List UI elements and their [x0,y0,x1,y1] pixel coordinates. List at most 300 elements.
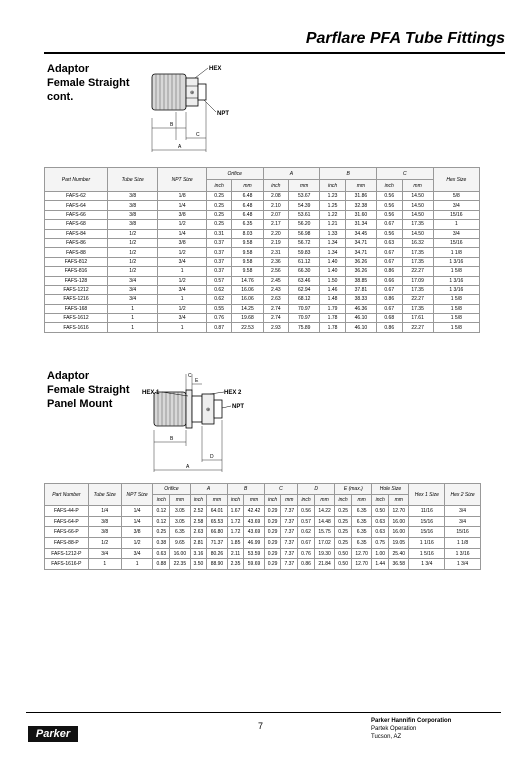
female-straight-table-body [45,192,480,333]
table-cell: 0.25 [153,527,170,538]
table-cell: 2.20 [263,229,289,238]
unit-inch: inch [335,495,352,506]
table-cell: 88.90 [207,559,227,570]
table-cell: 0.31 [206,229,232,238]
table-cell: 9.65 [170,538,190,549]
table-cell: 6.48 [232,192,263,201]
dim-b-label: B [170,436,174,442]
table-cell: 1/2 [107,229,158,238]
panel-mount-diagram [140,366,270,476]
table-row [45,506,481,517]
table-cell: FAFS-1616-P [45,559,89,570]
table-cell: 1 3/16 [433,276,479,285]
npt-label: NPT [232,404,244,410]
table-cell: 0.57 [206,276,232,285]
table-cell: 0.86 [376,323,402,332]
col-hex-size: Hex Size [433,168,479,192]
table-cell: 1.85 [227,538,244,549]
table-cell: 1.33 [320,229,346,238]
table-cell: 0.29 [264,559,281,570]
table-row [45,276,480,285]
table-row [45,229,480,238]
table-cell: 1 [107,304,158,313]
table-cell: 14.50 [402,192,433,201]
footer-rule [26,712,501,713]
table-cell: 7.37 [281,506,298,517]
table-cell: 0.25 [335,538,352,549]
table-cell: 15.75 [314,527,334,538]
table-cell: 14.22 [314,506,334,517]
table-cell: 1 3/4 [445,559,481,570]
table-cell: 16.32 [402,238,433,247]
table-cell: 17.35 [402,257,433,266]
table-cell: 6.35 [232,220,263,229]
table-cell: 1.67 [227,506,244,517]
table-cell: 46.10 [345,314,376,323]
table-cell: 0.12 [153,506,170,517]
table-cell: 3/4 [445,516,481,527]
table-cell: 1 [107,314,158,323]
table-cell: 15/16 [445,527,481,538]
table-cell: 2.81 [190,538,207,549]
table-cell: 0.25 [335,516,352,527]
table-cell: 0.56 [376,201,402,210]
table-cell: 1 1/8 [433,248,479,257]
col-tube-size: Tube Size [107,168,158,192]
table-cell: FAFS-88 [45,248,108,257]
table-cell: 3/4 [107,295,158,304]
table-cell: 0.50 [335,559,352,570]
table-cell: 2.45 [263,276,289,285]
table-row [45,285,480,294]
table-cell: 32.38 [345,201,376,210]
table-cell: 36.26 [345,257,376,266]
table-cell: 0.67 [376,257,402,266]
table-cell: 0.67 [376,248,402,257]
table-cell: 34.45 [345,229,376,238]
company-name: Parker Hannifin Corporation [371,718,452,724]
table-cell: 8.03 [232,229,263,238]
table-cell: 1.78 [320,314,346,323]
table-cell: 1.72 [227,516,244,527]
npt-label: NPT [217,111,229,117]
col-b: B [227,484,264,495]
table-cell: 14.48 [314,516,334,527]
table-cell: 1 [88,559,121,570]
table-cell: FAFS-1216 [45,295,108,304]
table-cell: 43.69 [244,527,264,538]
table-row [45,257,480,266]
unit-inch: inch [298,495,315,506]
table-cell: 36.26 [345,267,376,276]
unit-inch: inch [376,180,402,192]
table-cell: 1 [158,267,206,276]
table-cell: 0.63 [153,548,170,559]
table-cell: 14.50 [402,229,433,238]
table-cell: 0.25 [206,192,232,201]
table-cell: 0.68 [376,314,402,323]
table-cell: 70.97 [289,314,320,323]
table-cell: 0.37 [206,248,232,257]
table-cell: 7.37 [281,527,298,538]
table-row [45,220,480,229]
unit-mm: mm [289,180,320,192]
table-cell: 1.72 [227,527,244,538]
table-cell: 1/8 [158,192,206,201]
unit-inch: inch [227,495,244,506]
col-d: D [298,484,335,495]
table-cell: 17.35 [402,285,433,294]
table-cell: 2.63 [263,295,289,304]
table-cell: 70.97 [289,304,320,313]
company-block [371,717,451,741]
table-cell: 0.67 [376,304,402,313]
table-cell: 3/4 [158,314,206,323]
table-row [45,192,480,201]
table-cell: 0.25 [206,210,232,219]
table-cell: 54.39 [289,201,320,210]
table-cell: 2.52 [190,506,207,517]
table-cell: 0.38 [153,538,170,549]
table-row [45,527,481,538]
table-cell: FAFS-128 [45,276,108,285]
table-cell: 46.36 [345,304,376,313]
table-cell: 1/2 [107,257,158,266]
table-cell: 1/2 [107,248,158,257]
table-cell: 80.26 [207,548,227,559]
female-straight-diagram [140,60,260,160]
female-straight-table [44,167,480,333]
table-cell: 1.22 [320,210,346,219]
table-cell: FAFS-62 [45,192,108,201]
table-cell: 0.25 [206,201,232,210]
table-cell: FAFS-812 [45,257,108,266]
table-cell: 1/2 [158,304,206,313]
table-cell: 56.20 [289,220,320,229]
table-cell: 0.29 [264,516,281,527]
table-cell: 1.79 [320,304,346,313]
table-cell: 0.29 [264,527,281,538]
table-cell: 12.70 [389,506,409,517]
table-cell: FAFS-64 [45,201,108,210]
table-cell: 0.67 [376,285,402,294]
table-cell: 0.12 [153,516,170,527]
col-orifice: Orifice [206,168,263,180]
table-cell: 3/4 [433,229,479,238]
col-part-number: Part Number [45,168,108,192]
table-cell: 11/16 [409,506,445,517]
table-cell: 1 1/16 [409,538,445,549]
table-cell: 1.40 [320,267,346,276]
table-row [45,267,480,276]
col-orifice: Orifice [153,484,190,495]
table-cell: 1/2 [158,220,206,229]
table-cell: 71.37 [207,538,227,549]
table-cell: 64.01 [207,506,227,517]
table-cell: 62.94 [289,285,320,294]
table-cell: 9.58 [232,257,263,266]
table-cell: 0.87 [206,323,232,332]
table-cell: 3/8 [88,527,121,538]
table-cell: 0.29 [264,506,281,517]
table-cell: 22.35 [170,559,190,570]
table-cell: 0.37 [206,257,232,266]
table-cell: 0.50 [335,548,352,559]
unit-mm: mm [207,495,227,506]
table-cell: 7.37 [281,548,298,559]
table-cell: FAFS-66 [45,210,108,219]
dim-b-label: B [170,122,174,128]
table-cell: 31.60 [345,210,376,219]
table-cell: 3.05 [170,506,190,517]
table-cell: 3/8 [107,210,158,219]
col-a: A [263,168,320,180]
table-row [45,559,481,570]
table-cell: 12.70 [351,559,371,570]
table-row [45,248,480,257]
table-row [45,314,480,323]
table-cell: 17.09 [402,276,433,285]
table-cell: 0.75 [372,538,389,549]
col-hole-size: Hole Size [372,484,409,495]
table-cell: 2.56 [263,267,289,276]
table-cell: 0.56 [376,229,402,238]
table-cell: 1 [158,295,206,304]
table-cell: 3/8 [158,238,206,247]
table-cell: 66.30 [289,267,320,276]
table-cell: 3.05 [170,516,190,527]
table-cell: 53.67 [289,192,320,201]
table-cell: 3.50 [190,559,207,570]
table-row [45,304,480,313]
table-cell: 1 5/16 [409,548,445,559]
table-cell: 19.05 [389,538,409,549]
table-cell: 3/8 [107,201,158,210]
table-cell: 16.06 [232,295,263,304]
col-hex1-size: Hex 1 Size [409,484,445,506]
table-cell: 1 5/8 [433,323,479,332]
table-cell: 2.07 [263,210,289,219]
unit-mm: mm [389,495,409,506]
table-cell: FAFS-816 [45,267,108,276]
table-cell: 3/8 [88,516,121,527]
table-cell: 1.44 [372,559,389,570]
table-cell: 2.11 [227,548,244,559]
table-cell: 1.34 [320,248,346,257]
table-cell: 1/4 [121,516,153,527]
unit-inch: inch [263,180,289,192]
table-cell: 1/4 [88,506,121,517]
table-cell: 31.86 [345,192,376,201]
table-cell: 2.35 [227,559,244,570]
table-cell: 1.00 [372,548,389,559]
table-cell: 17.61 [402,314,433,323]
table-cell: 3/8 [107,220,158,229]
unit-mm: mm [314,495,334,506]
table-cell: 0.56 [298,506,315,517]
table-cell: 0.67 [298,538,315,549]
table-cell: FAFS-84 [45,229,108,238]
table-cell: 2.19 [263,238,289,247]
table-cell: 46.10 [345,323,376,332]
table-cell: 3/4 [107,285,158,294]
col-npt-size: NPT Size [121,484,153,506]
table-cell: 0.86 [376,295,402,304]
table-cell: 42.42 [244,506,264,517]
table-cell: 34.71 [345,248,376,257]
table-cell: 0.29 [264,538,281,549]
hex-label: HEX [209,66,222,72]
table-cell: 17.35 [402,220,433,229]
table-cell: 16.00 [389,516,409,527]
table-cell: FAFS-1612 [45,314,108,323]
table-cell: 65.53 [207,516,227,527]
table-cell: 0.88 [153,559,170,570]
table-cell: 7.37 [281,559,298,570]
table-cell: 21.84 [314,559,334,570]
unit-mm: mm [351,495,371,506]
table-row [45,210,480,219]
unit-inch: inch [320,180,346,192]
dim-a-label: A [178,144,182,150]
table-cell: FAFS-1212-P [45,548,89,559]
table-cell: 19.68 [232,314,263,323]
table-cell: 1 1/8 [445,538,481,549]
table-cell: 1 5/8 [433,304,479,313]
table-cell: 1.40 [320,257,346,266]
table-cell: 14.25 [232,304,263,313]
table-cell: 31.34 [345,220,376,229]
table-cell: 3/4 [158,257,206,266]
table-cell: 66.80 [207,527,227,538]
table-cell: 53.61 [289,210,320,219]
table-cell: 2.43 [263,285,289,294]
table-cell: 1.25 [320,201,346,210]
table-cell: 1 3/4 [409,559,445,570]
table-cell: FAFS-86 [45,238,108,247]
col-e-max: E (max.) [335,484,372,495]
dim-c-label: C [196,132,200,138]
table-cell: 1.48 [320,295,346,304]
table-cell: 0.50 [372,506,389,517]
table-cell: 1/2 [107,267,158,276]
parker-logo: Parker [28,726,78,742]
table-cell: 14.50 [402,201,433,210]
table-cell: 15/16 [409,527,445,538]
table-cell: FAFS-68 [45,220,108,229]
table-cell: 6.48 [232,210,263,219]
table-cell: 46.99 [244,538,264,549]
table-cell: 56.98 [289,229,320,238]
table-cell: 12.70 [351,548,371,559]
table-cell: 0.25 [335,506,352,517]
table-cell: 1 [107,323,158,332]
table-row [45,516,481,527]
table-row [45,201,480,210]
panel-mount-table [44,483,481,570]
unit-mm: mm [170,495,190,506]
table-cell: 37.81 [345,285,376,294]
table-cell: 2.58 [190,516,207,527]
table-cell: 59.83 [289,248,320,257]
table-cell: 14.76 [232,276,263,285]
table-cell: 36.58 [389,559,409,570]
col-hex2-size: Hex 2 Size [445,484,481,506]
table-cell: 1.21 [320,220,346,229]
section-title-panel-mount: Adaptor Female Straight Panel Mount [47,370,130,410]
table-cell: 6.48 [232,201,263,210]
table-cell: 17.35 [402,304,433,313]
table-cell: 61.12 [289,257,320,266]
table-cell: 3.16 [190,548,207,559]
table-cell: 2.63 [190,527,207,538]
table-cell: 3/8 [158,210,206,219]
table-row [45,295,480,304]
table-cell: 7.37 [281,516,298,527]
table-cell: 2.93 [263,323,289,332]
unit-inch: inch [264,495,281,506]
table-cell: 43.69 [244,516,264,527]
col-npt-size: NPT Size [158,168,206,192]
unit-mm: mm [281,495,298,506]
table-cell: 1.78 [320,323,346,332]
table-cell: 1.46 [320,285,346,294]
table-cell: 3/8 [107,192,158,201]
section-title-female-straight: Adaptor Female Straight cont. [47,63,130,103]
table-cell: 2.74 [263,314,289,323]
table-cell: 1/4 [158,229,206,238]
table-cell: 0.25 [335,527,352,538]
table-cell: 2.31 [263,248,289,257]
table-cell: 16.06 [232,285,263,294]
table-cell: 0.62 [298,527,315,538]
table-cell: 34.71 [345,238,376,247]
table-cell: 2.36 [263,257,289,266]
unit-mm: mm [402,180,433,192]
table-cell: 1 5/8 [433,314,479,323]
table-cell: 22.27 [402,295,433,304]
page-number: 7 [258,721,264,731]
table-cell: 0.86 [298,559,315,570]
table-cell: 1 3/16 [445,548,481,559]
table-cell: 15/16 [433,238,479,247]
table-cell: 59.69 [244,559,264,570]
table-cell: 0.76 [298,548,315,559]
unit-mm: mm [244,495,264,506]
table-cell: FAFS-1616 [45,323,108,332]
table-cell: 1 5/8 [433,295,479,304]
table-cell: FAFS-88-P [45,538,89,549]
col-b: B [320,168,377,180]
table-cell: 1/2 [121,538,153,549]
svg-text:⊕: ⊕ [190,90,195,96]
table-row [45,548,481,559]
table-cell: 1 3/16 [433,285,479,294]
table-cell: 7.37 [281,538,298,549]
table-cell: 75.89 [289,323,320,332]
table-cell: FAFS-1212 [45,285,108,294]
table-row [45,538,481,549]
table-cell: 19.30 [314,548,334,559]
table-cell: 1/2 [158,248,206,257]
table-cell: 2.74 [263,304,289,313]
table-cell: 0.29 [264,548,281,559]
table-cell: 14.50 [402,210,433,219]
table-cell: 1/2 [107,238,158,247]
table-cell: 0.86 [376,267,402,276]
table-cell: 9.58 [232,267,263,276]
unit-mm: mm [345,180,376,192]
